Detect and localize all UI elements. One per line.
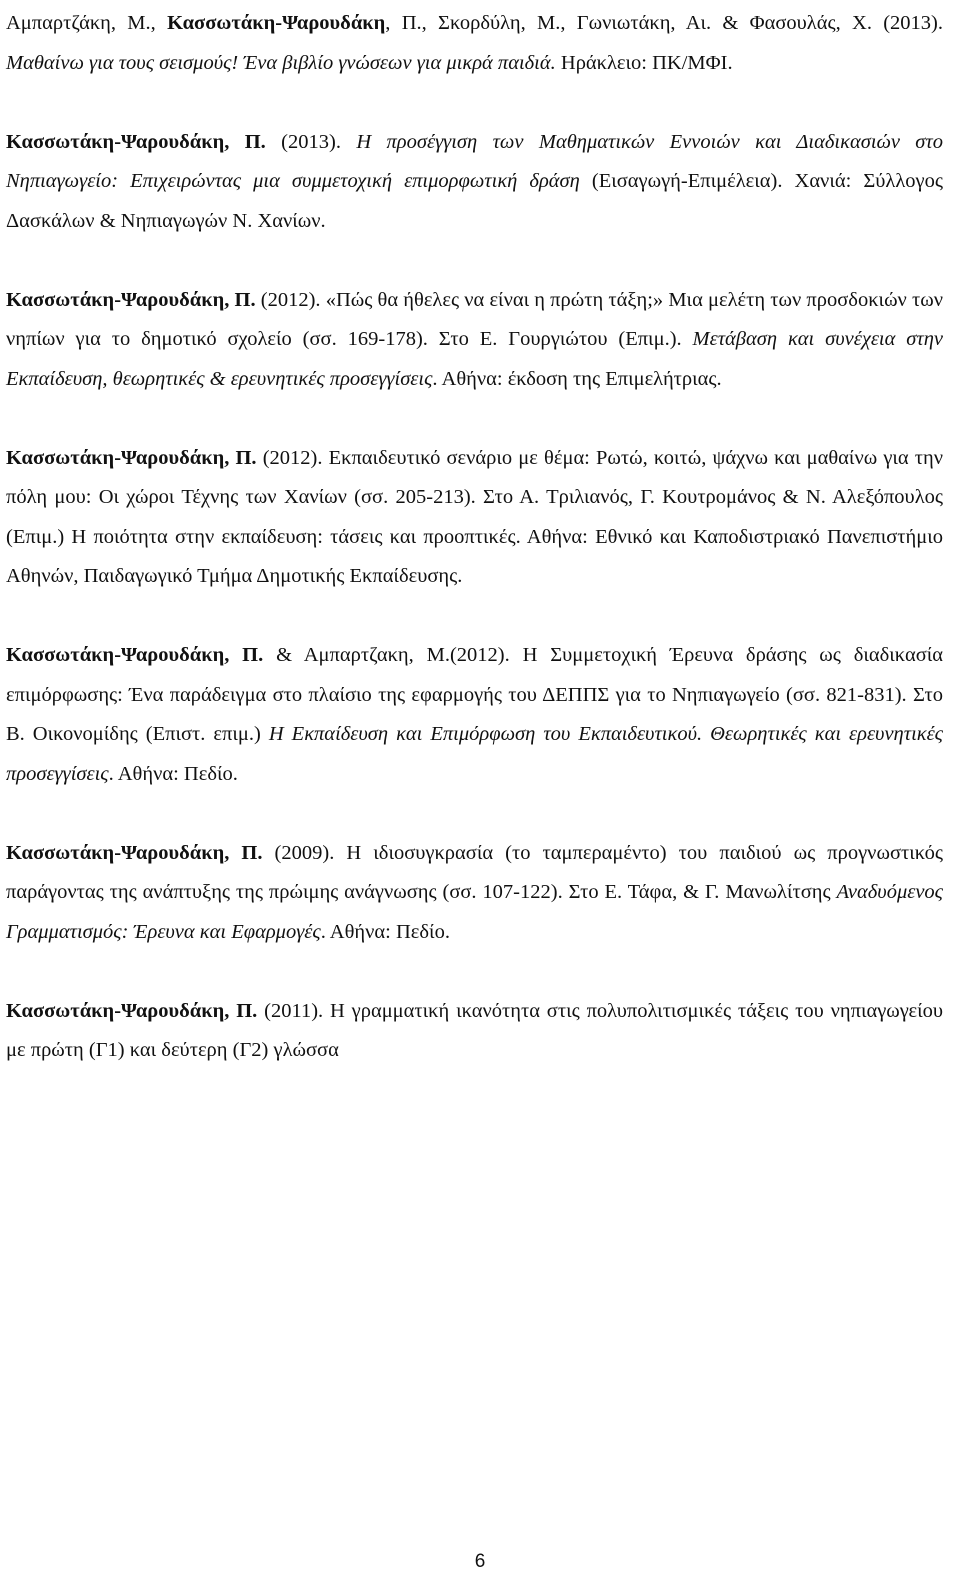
author-name-bold: Κασσωτάκη-Ψαρουδάκη, Π. — [6, 130, 266, 153]
reference-entry — [6, 834, 943, 953]
reference-entry — [6, 439, 943, 597]
book-title: Αναδυόμενος Γραμματισμός: Έρευνα και Εφαρμογές — [6, 881, 943, 943]
reference-entry — [6, 636, 943, 794]
reference-entry — [6, 123, 943, 242]
reference-text: , Π., Σκορδύλη, Μ., Γωνιωτάκη, Αι. & Φασουλάς, Χ. (2013). — [385, 12, 943, 34]
page-number: 6 — [474, 1551, 486, 1572]
book-title: Μαθαίνω για τους σεισμούς! Ένα βιβλίο γνώσεων για μικρά παιδιά. — [6, 51, 556, 74]
reference-text: (2009). Η ιδιοσυγκρασία (το ταμπεραμέντο) του παιδιού ως προγνωστικός παράγοντας της ανάπτυξης της πρώιμης ανάγνωσης (σσ. 107-122). Στο Ε. Τάφα, & Γ. Μανωλίτσης — [6, 841, 943, 903]
reference-text: (2011). Η γραμματική ικανότητα στις πολυπολιτισμικές τάξεις του νηπιαγωγείου με πρώτη (Γ1) και δεύτερη (Γ2) γλώσσα — [6, 999, 944, 1061]
reference-entry — [6, 281, 943, 400]
book-title: Μετάβαση και συνέχεια στην Εκπαίδευση, θεωρητικές & ερευνητικές προσεγγίσεις — [6, 328, 943, 390]
book-title: Η Εκπαίδευση και Επιμόρφωση του Εκπαιδευτικού. Θεωρητικές και ερευνητικές προσεγγίσεις — [6, 723, 943, 785]
reference-entry — [6, 992, 943, 1071]
author-name-bold: Κασσωτάκη-Ψαρουδάκη, Π. — [6, 644, 264, 666]
reference-entry — [6, 4, 943, 83]
book-title: Η προσέγγιση των Μαθηματικών Εννοιών και Διαδικασιών στο Νηπιαγωγείο: Επιχειρώντας μια συμμετοχική επιμορφωτική δράση — [6, 130, 943, 192]
reference-text: & Αμπαρτζακη, Μ.(2012). Η Συμμετοχική Έρευνα δράσης ως διαδικασία επιμόρφωσης: Ένα παράδειγμα στο πλαίσιο της εφαρμογής του ΔΕΠΠΣ για το Νηπιαγωγείο (σσ. 821-831). Στο Β. Οικονομίδης (Επιστ. επιμ.) — [6, 644, 944, 745]
author-name-bold: Κασσωτάκη-Ψαρουδάκη — [167, 12, 386, 34]
reference-text: (2012). Εκπαιδευτικό σενάριο με θέμα: Ρωτώ, κοιτώ, ψάχνω και μαθαίνω για την πόλη μου: Οι χώροι Τέχνης των Χανίων (σσ. 205-213). Στο Α. Τριλιανός, Γ. Κουτρομάνος & Ν. Αλεξόπουλος (Επιμ.) Η ποιότητα στην εκπαίδευση: τάσεις και προοπτικές. Αθήνα: Εθνικό και Καποδιστριακό Πανεπιστήμιο Αθηνών, Παιδαγωγικό Τμήμα Δημοτικής Εκπαίδευσης. — [6, 446, 944, 587]
reference-list — [6, 4, 943, 1071]
reference-text: Ηράκλειο: ΠΚ/ΜΦΙ. — [555, 51, 733, 74]
reference-text: Αμπαρτζάκη, Μ., — [6, 12, 168, 34]
author-name-bold: Κασσωτάκη-Ψαρουδάκη, Π. — [6, 288, 256, 311]
author-name-bold: Κασσωτάκη-Ψαρουδάκη, Π. — [6, 841, 263, 864]
author-name-bold: Κασσωτάκη-Ψαρουδάκη, Π. — [6, 999, 258, 1022]
author-name-bold: Κασσωτάκη-Ψαρουδάκη, Π. — [6, 446, 257, 469]
reference-text: . Αθήνα: έκδοση της Επιμελήτριας. — [432, 367, 722, 390]
reference-text: (Εισαγωγή-Επιμέλεια). Χανιά: Σύλλογος Δασκάλων & Νηπιαγωγών Ν. Χανίων. — [6, 170, 943, 232]
reference-text: . Αθήνα: Πεδίο. — [108, 762, 238, 785]
reference-text: (2013). — [265, 130, 357, 153]
reference-text: (2012). «Πώς θα ήθελες να είναι η πρώτη τάξη;» Μια μελέτη των προσδοκιών των νηπίων για το δημοτικό σχολείο (σσ. 169-178). Στο Ε. Γουργιώτου (Επιμ.). — [6, 288, 943, 350]
reference-text: . Αθήνα: Πεδίο. — [320, 920, 450, 943]
